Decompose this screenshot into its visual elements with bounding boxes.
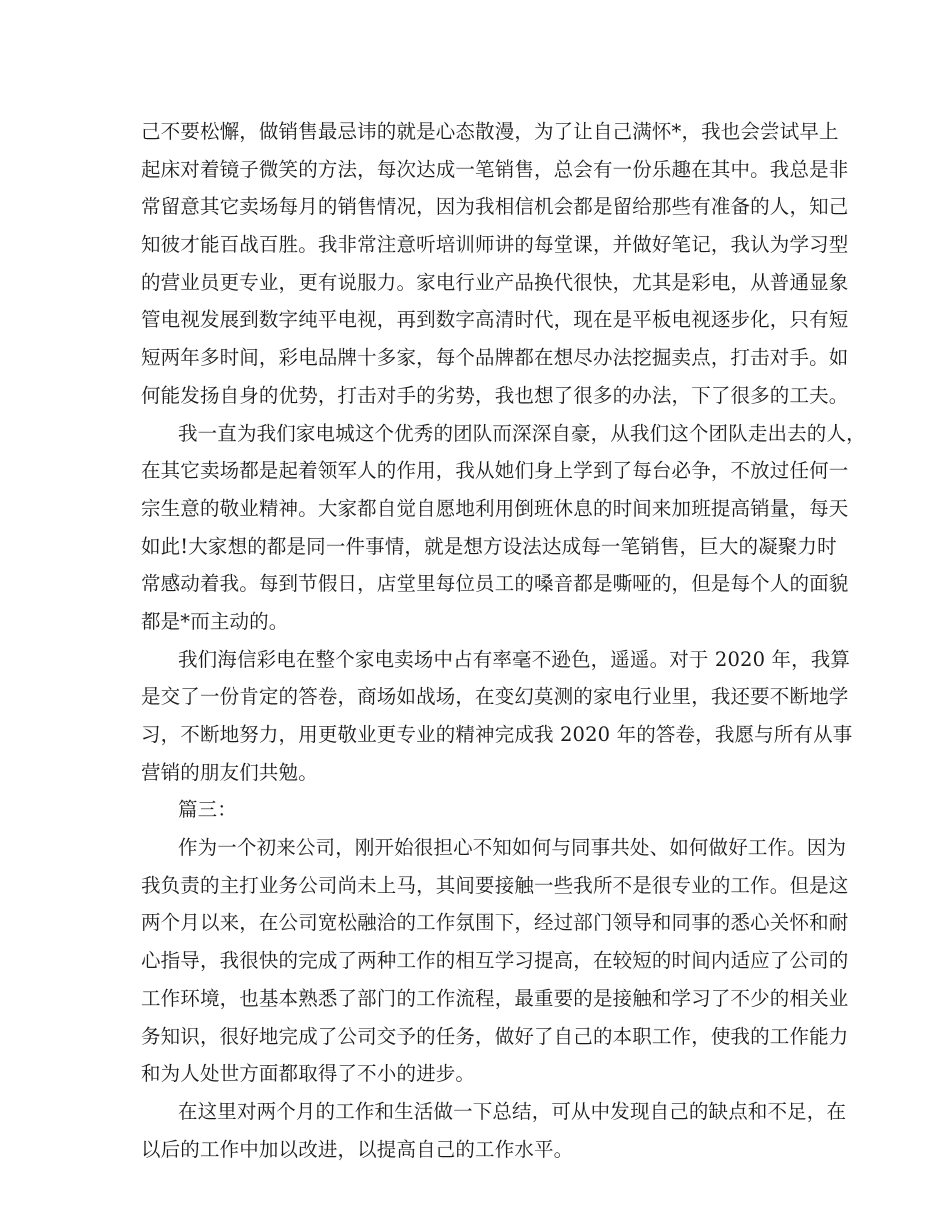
text-line: 我们海信彩电在整个家电卖场中占有率毫不逊色，遥遥。对于 2020 年，我算 [178, 647, 851, 671]
text-line: 都是*而主动的。 [141, 609, 289, 633]
text-line: 何能发扬自身的优势，打击对手的劣势，我也想了很多的办法，下了很多的工夫。 [141, 383, 849, 407]
text-line: 营销的朋友们共勉。 [141, 760, 318, 784]
text-line: 的营业员更专业，更有说服力。家电行业产品换代很快，尤其是彩电，从普通显象 [141, 270, 849, 294]
text-line: 习，不断地努力，用更敬业更专业的精神完成我 2020 年的答卷，我愿与所有从事 [141, 723, 853, 746]
text-line: 如此!大家想的都是同一件事情，就是想方设法达成每一笔销售，巨大的凝聚力时 [141, 534, 837, 558]
text-line: 和为人处世方面都取得了不小的进步。 [141, 1062, 476, 1086]
text-line: 篇三： [178, 798, 237, 822]
text-line: 作为一个初来公司，刚开始很担心不知如何与同事共处、如何做好工作。因为 [178, 836, 847, 860]
text-line: 我一直为我们家电城这个优秀的团队而深深自豪，从我们这个团队走出去的人， [178, 421, 866, 445]
text-line: 在其它卖场都是起着领军人的作用，我从她们身上学到了每台必争，不放过任何一 [141, 459, 849, 483]
text-line: 工作环境，也基本熟悉了部门的工作流程，最重要的是接触和学习了不少的相关业 [141, 986, 849, 1010]
text-line: 常留意其它卖场每月的销售情况，因为我相信机会都是留给那些有准备的人，知己 [141, 195, 849, 219]
text-line: 己不要松懈，做销售最忌讳的就是心态散漫，为了让自己满怀*，我也会尝试早上 [141, 120, 839, 143]
document-body [141, 113, 866, 1168]
text-line: 以后的工作中加以改进，以提高自己的工作水平。 [141, 1137, 574, 1161]
text-line: 两个月以来，在公司宽松融洽的工作氛围下，经过部门领导和同事的悉心关怀和耐 [141, 911, 849, 935]
text-line: 知彼才能百战百胜。我非常注意听培训师讲的每堂课，并做好笔记，我认为学习型 [141, 233, 849, 257]
text-line: 宗生意的敬业精神。大家都自觉自愿地利用倒班休息的时间来加班提高销量，每天 [141, 496, 849, 520]
text-line: 短两年多时间，彩电品牌十多家，每个品牌都在想尽办法挖掘卖点，打击对手。如 [141, 346, 849, 370]
text-line: 是交了一份肯定的答卷，商场如战场，在变幻莫测的家电行业里，我还要不断地学 [141, 685, 849, 709]
text-line: 常感动着我。每到节假日，店堂里每位员工的嗓音都是嘶哑的，但是每个人的面貌 [141, 572, 849, 596]
text-line: 管电视发展到数字纯平电视，再到数字高清时代，现在是平板电视逐步化，只有短 [141, 308, 849, 332]
text-line: 起床对着镜子微笑的方法，每次达成一笔销售，总会有一份乐趣在其中。我总是非 [141, 157, 849, 181]
text-line: 在这里对两个月的工作和生活做一下总结，可从中发现自己的缺点和不足，在 [178, 1099, 847, 1123]
text-line: 我负责的主打业务公司尚未上马，其间要接触一些我所不是很专业的工作。但是这 [141, 873, 849, 897]
text-line: 务知识，很好地完成了公司交予的任务，做好了自己的本职工作，使我的工作能力 [141, 1024, 849, 1048]
text-line: 心指导，我很快的完成了两种工作的相互学习提高，在较短的时间内适应了公司的 [141, 949, 849, 973]
